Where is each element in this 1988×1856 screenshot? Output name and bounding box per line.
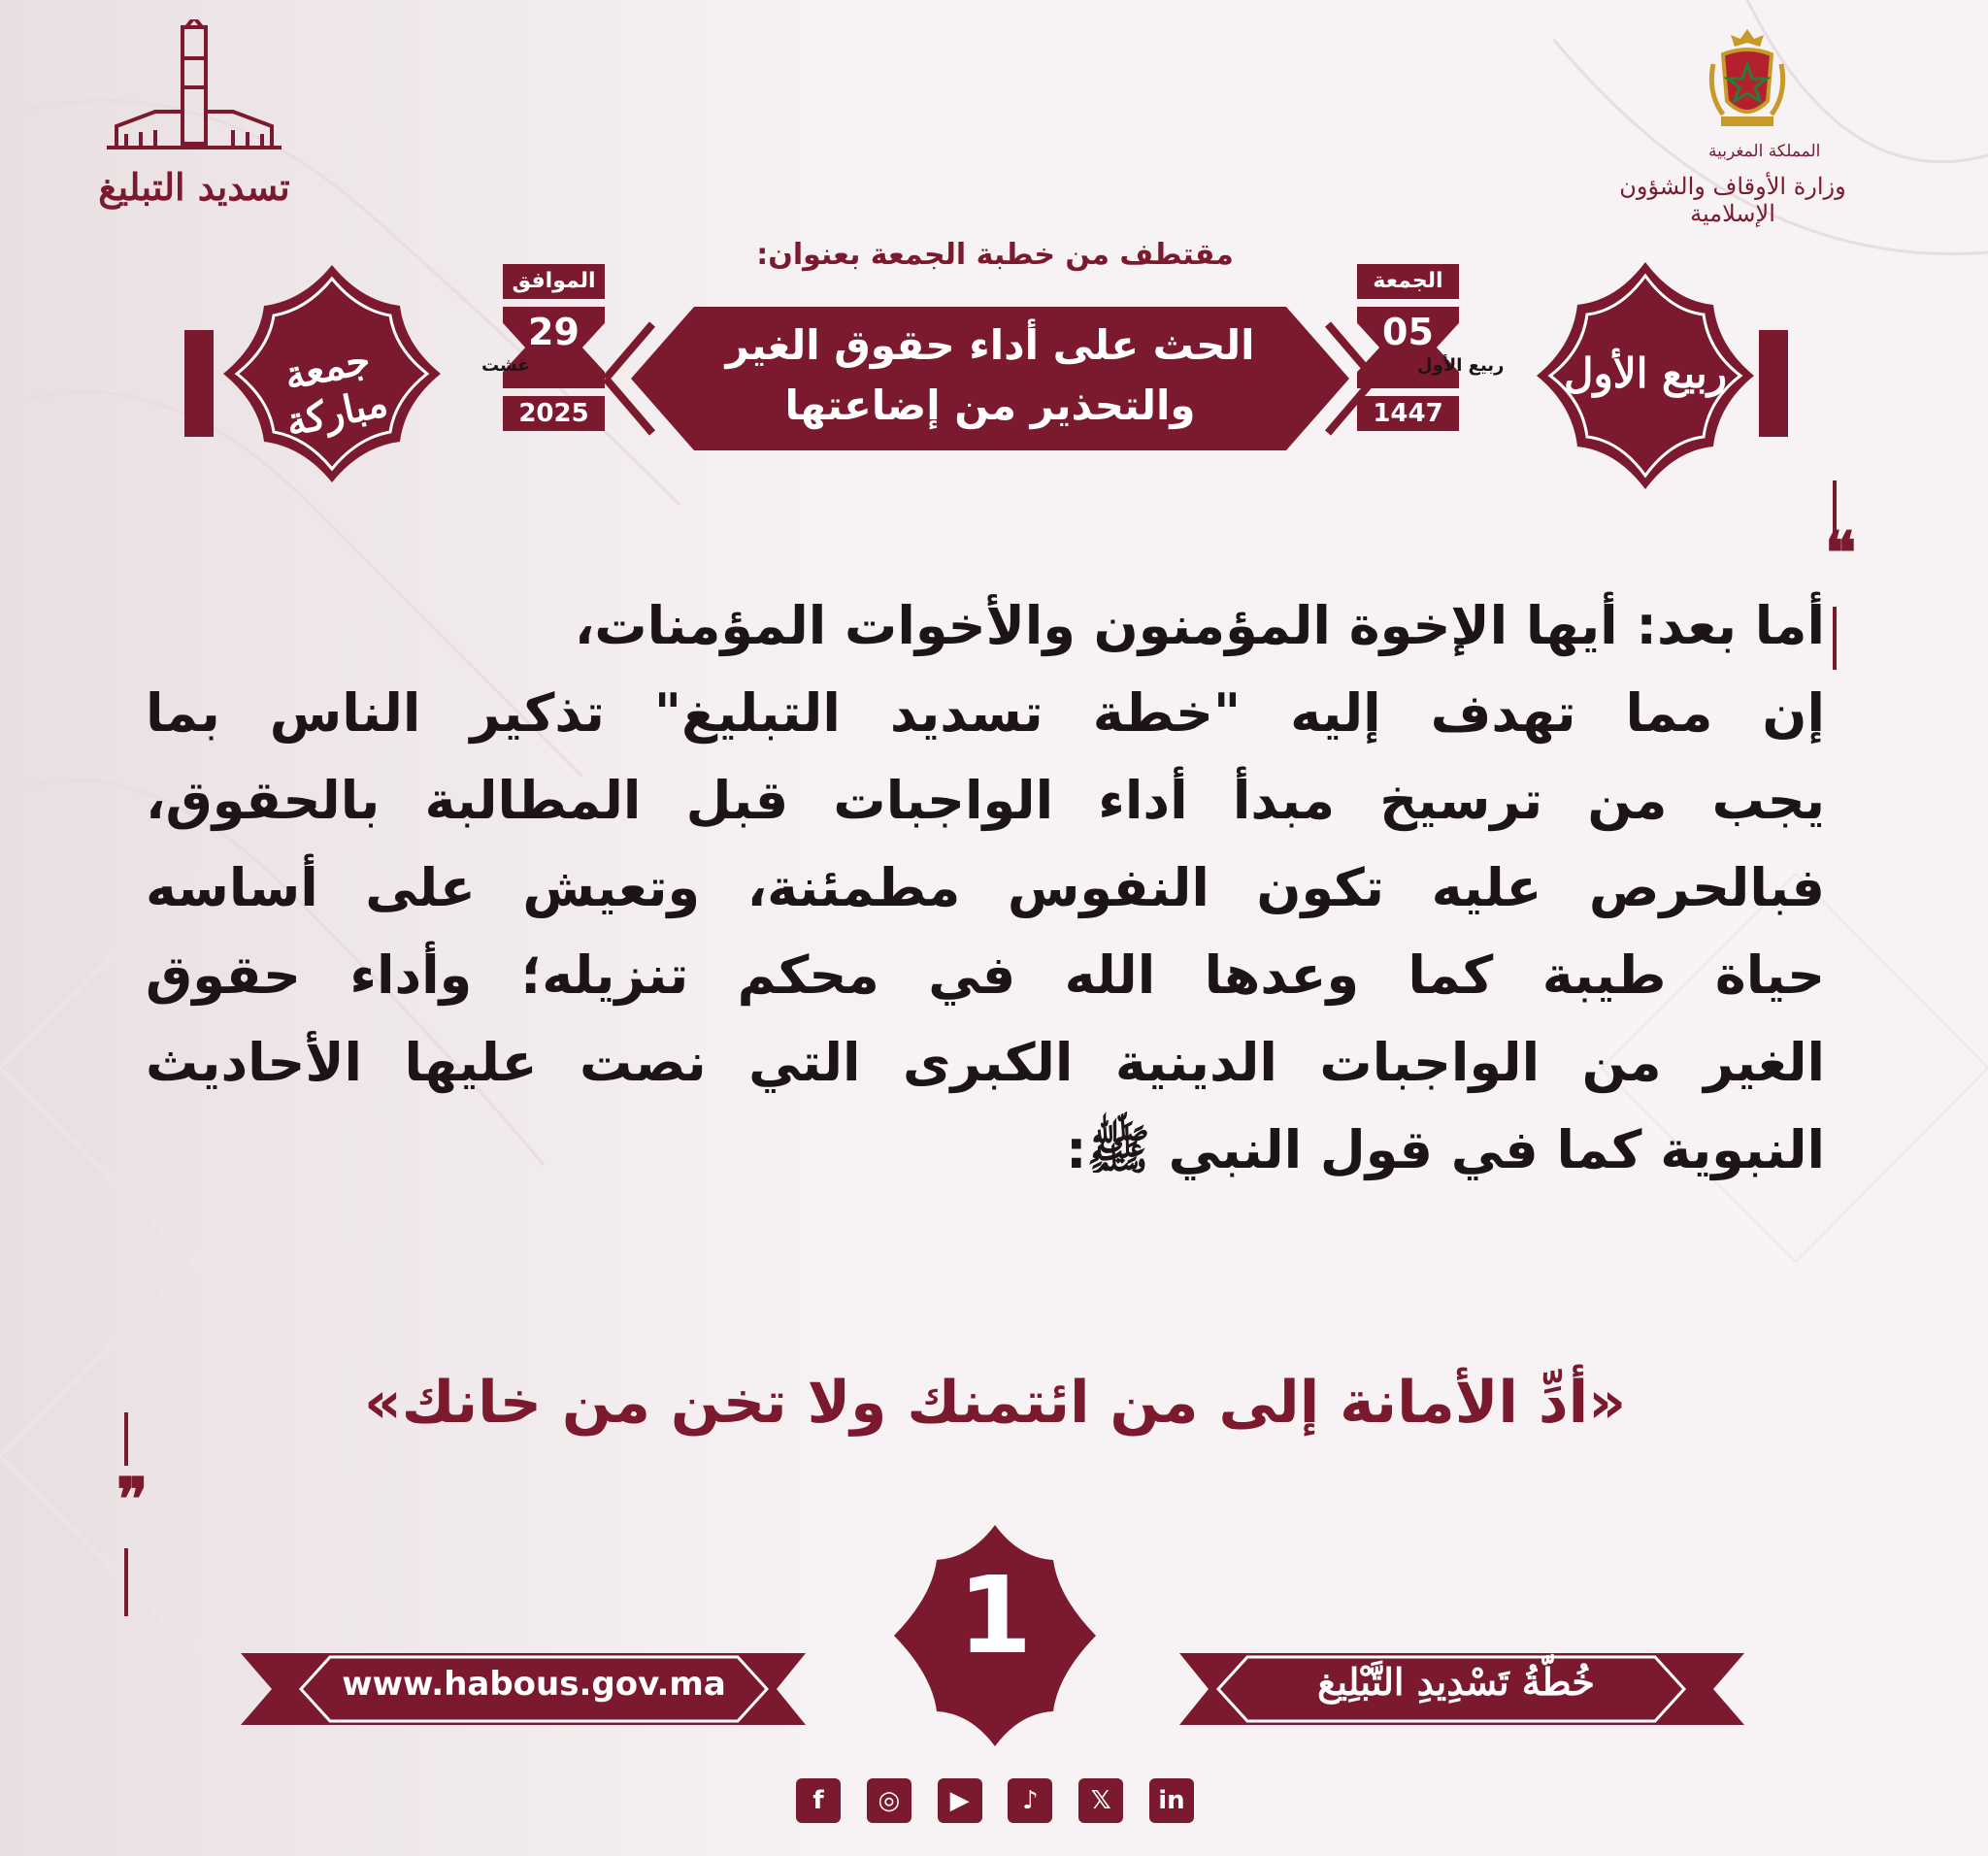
coat-of-arms-icon [1704,25,1791,132]
hijri-label: الجمعة [1357,264,1459,299]
gregorian-date [481,264,605,429]
instagram-icon[interactable]: ◎ [867,1778,911,1823]
tiktok-icon[interactable]: ♪ [1008,1778,1052,1823]
website-link[interactable]: www.habous.gov.ma [342,1665,726,1704]
hadith-quote: «أدِّ الأمانة إلى من ائتمنك ولا تخن من خانك» [364,1369,1626,1437]
linkedin-icon[interactable]: in [1149,1778,1194,1823]
gregorian-day: 29 [528,311,580,353]
hijri-year: 1447 [1357,396,1459,431]
excerpt-line: أما بعد: أيها الإخوة المؤمنون والأخوات المؤمنات، [574,595,1825,656]
sermon-title [699,315,1281,436]
excerpt-line: الغير من الواجبات الدينية الكبرى التي نصت عليها الأحاديث [146,1032,1825,1093]
gregorian-year: 2025 [503,396,605,431]
social-links [796,1778,1194,1827]
excerpt-line: النبوية كما في قول النبي ﷺ: [1065,1119,1825,1180]
opening-quote-mark: ❝ [1825,481,1848,670]
sermon-excerpt [146,582,1825,1194]
hijri-day: 05 [1382,311,1434,353]
page-number: 1 [957,1553,1033,1677]
right-badge-text: ربيع الأول [1563,349,1728,397]
excerpt-line: حياة طيبة كما وعدها الله في محكم تنزيله؛ وأداء حقوق [146,945,1825,1006]
hijri-date [1357,264,1505,429]
excerpt-line: يجب من ترسيخ مبدأ أداء الواجبات قبل المطالبة بالحقوق، [146,770,1825,831]
plan-name: خُطّةُ تَسْدِيدِ التَّبْلِيغ [1317,1660,1595,1704]
gregorian-label: الموافق [503,264,605,299]
excerpt-line: إن مما تهدف إليه "خطة تسديد التبليغ" تذكير الناس بما [146,682,1825,744]
right-bar [1759,330,1788,437]
left-badge-text: جمعة مباركة [280,336,392,446]
left-bar [184,330,214,437]
sermon-title-line2: والتحذير من إضاعتها [784,381,1196,429]
youtube-icon[interactable]: ▶ [938,1778,982,1823]
x-icon[interactable]: 𝕏 [1078,1778,1123,1823]
excerpt-line: فبالحرص عليه تكون النفوس مطمئنة، وتعيش على أساسه [146,857,1825,918]
gregorian-month: غشت [481,355,530,376]
facebook-icon[interactable]: f [796,1778,841,1823]
ministry-logo [1592,17,1864,227]
ministry-name: وزارة الأوقاف والشؤون الإسلامية [1619,173,1846,227]
left-logo-caption: تسديد التبليغ [98,165,290,209]
header-subtitle: مقتطف من خطبة الجمعة بعنوان: [756,238,1234,272]
hijri-month: ربيع الأول [1417,355,1505,376]
tasdid-logo [97,19,291,223]
kingdom-text: المملكة المغربية [1708,142,1821,161]
sermon-title-line1: الحث على أداء حقوق الغير [725,321,1255,369]
closing-quote-mark: ❞ [116,1412,140,1616]
mosque-icon [97,19,291,165]
